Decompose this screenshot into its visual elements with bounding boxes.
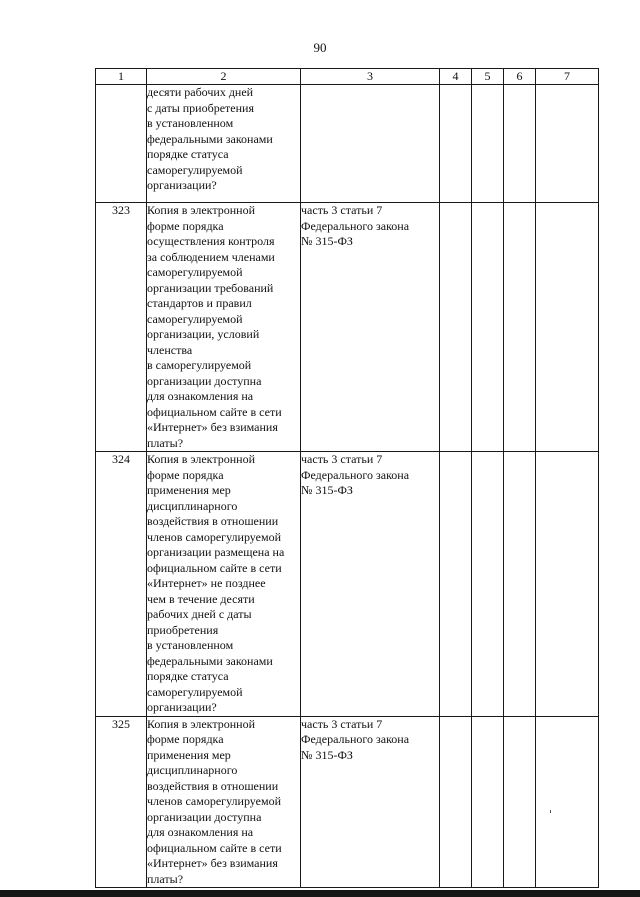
scan-bottom-edge [0,890,640,897]
requirement-line: стандартов и правил [147,296,252,310]
requirement-line: Копия в электронной [147,716,256,731]
requirement-line: за соблюдением членами [147,249,275,264]
requirement-line: Копия в электронной [147,203,256,217]
legal-basis-line: часть 3 статьи 7 [301,452,383,466]
requirement-cell [147,452,301,717]
requirement-line: федеральными законами [147,131,273,146]
requirement-line: организации? [147,700,217,714]
legal-basis-line: Федерального закона [301,218,410,233]
legal-basis-cell [301,452,440,717]
answer-cell [504,716,536,888]
requirement-line: для ознакомления на [147,389,254,403]
legal-basis-line: часть 3 статьи 7 [301,203,383,217]
requirement-cell [147,716,301,888]
requirement-line: платы? [147,871,184,886]
legal-basis-line: часть 3 статьи 7 [301,716,383,731]
row-number [96,85,147,203]
requirement-line: саморегулируемой [147,311,243,326]
table-row [96,203,599,452]
requirement-line: форме порядка [147,467,224,482]
table-row [96,716,599,888]
answer-cell [504,452,536,717]
requirement-line: официальном сайте в сети [147,840,282,855]
answer-cell [440,85,472,203]
legal-basis-line: № 315-ФЗ [301,234,353,248]
requirement-line: организации размещена на [147,545,285,559]
column-header: 5 [472,69,504,85]
requirement-line: организации требований [147,280,274,295]
requirement-line: членов саморегулируемой [147,794,281,808]
answer-cell [536,716,599,888]
requirement-cell [147,203,301,452]
requirement-line: официальном сайте в сети [147,560,282,575]
requirement-line: чем в течение десяти [147,591,255,606]
requirement-line: применения мер [147,483,231,497]
column-header: 1 [96,69,147,85]
requirement-line: дисциплинарного [147,763,238,777]
legal-basis-line: № 315-ФЗ [301,483,353,497]
requirement-line: саморегулируемой [147,684,243,699]
answer-cell [504,85,536,203]
requirement-line: для ознакомления на [147,825,254,839]
requirement-line: воздействия в отношении [147,778,279,793]
requirement-line: в установленном [147,638,234,652]
row-number: 323 [96,203,147,452]
requirement-line: «Интернет» без взимания [147,856,278,870]
requirement-line: осуществления контроля [147,234,275,248]
answer-cell [440,452,472,717]
requirement-line: порядке статуса [147,147,229,161]
requirement-line: членства [147,342,193,357]
requirement-line: федеральными законами [147,653,273,668]
requirement-line: саморегулируемой [147,265,243,279]
scan-speck [550,810,551,813]
row-number: 325 [96,716,147,888]
requirement-line: дисциплинарного [147,498,238,513]
answer-cell [440,203,472,452]
row-number: 324 [96,452,147,717]
column-header: 3 [301,69,440,85]
column-header: 4 [440,69,472,85]
requirement-line: в саморегулируемой [147,358,252,372]
requirement-line: рабочих дней с даты [147,607,252,621]
answer-cell [536,452,599,717]
requirement-line: приобретения [147,622,219,637]
answer-cell [536,85,599,203]
requirement-line: Копия в электронной [147,452,256,466]
answer-cell [472,716,504,888]
requirement-line: десяти рабочих дней [147,85,254,99]
legal-basis-cell [301,85,440,203]
answer-cell [472,85,504,203]
column-header: 6 [504,69,536,85]
requirement-line: членов саморегулируемой [147,529,281,544]
requirement-line: в установленном [147,116,234,130]
requirement-cell [147,85,301,203]
legal-basis-line: Федерального закона [301,467,410,482]
legal-basis-line: Федерального закона [301,732,410,746]
column-header: 2 [147,69,301,85]
answer-cell [536,203,599,452]
checklist-table [95,68,599,888]
page-number: 90 [313,40,327,55]
requirement-line: «Интернет» без взимания [147,420,278,434]
requirement-line: с даты приобретения [147,100,254,115]
table-row [96,452,599,717]
answer-cell [504,203,536,452]
answer-cell [440,716,472,888]
requirement-line: применения мер [147,747,231,762]
requirement-line: порядке статуса [147,669,229,683]
requirement-line: форме порядка [147,732,224,746]
requirement-line: саморегулируемой [147,162,243,177]
requirement-line: форме порядка [147,218,224,233]
requirement-line: «Интернет» не позднее [147,576,266,590]
table-row [96,85,599,203]
requirement-line: организации доступна [147,809,262,824]
requirement-line: организации доступна [147,373,262,388]
column-header-row [96,69,599,85]
requirement-line: официальном сайте в сети [147,404,282,419]
requirement-line: организации, условий [147,327,260,341]
column-header: 7 [536,69,599,85]
legal-basis-line: № 315-ФЗ [301,747,353,762]
answer-cell [472,203,504,452]
legal-basis-cell [301,716,440,888]
answer-cell [472,452,504,717]
requirement-line: организации? [147,178,217,192]
requirement-line: платы? [147,435,184,450]
requirement-line: воздействия в отношении [147,514,279,528]
legal-basis-cell [301,203,440,452]
